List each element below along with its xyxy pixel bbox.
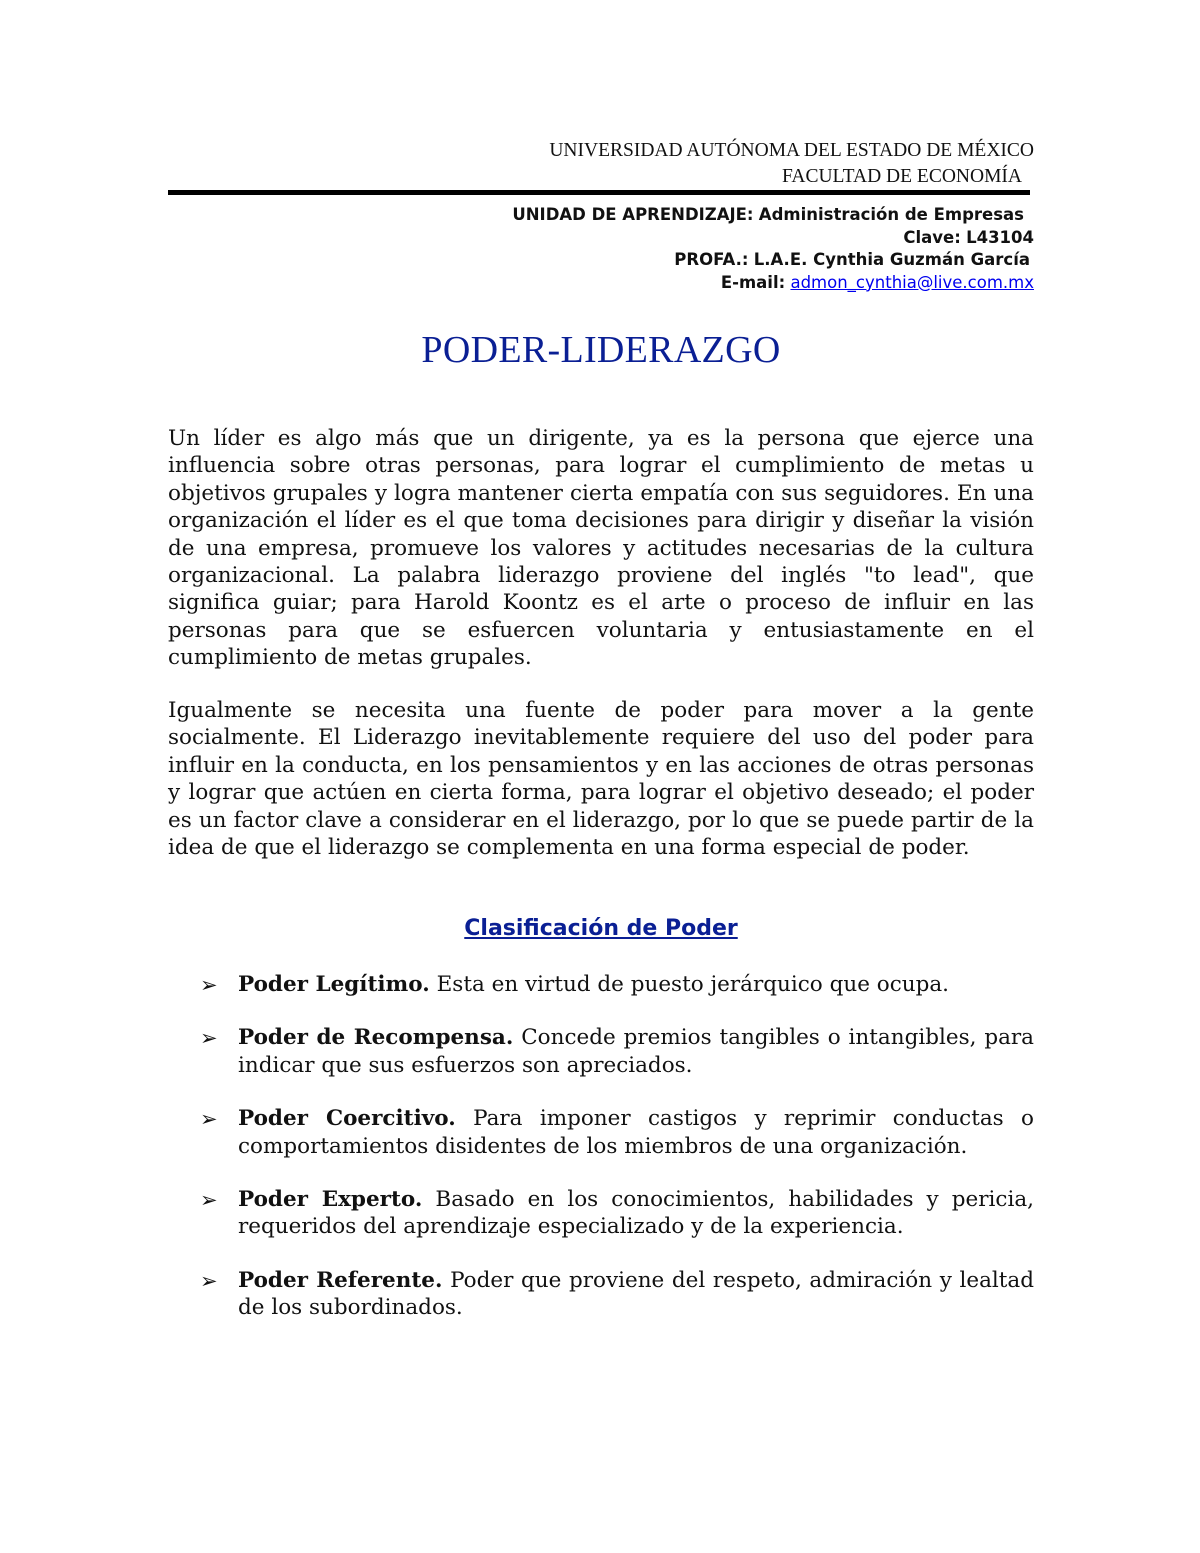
list-item-reward [200,1024,1034,1079]
list-item-referent [200,1267,1034,1322]
university-name: UNIVERSIDAD AUTÓNOMA DEL ESTADO DE MÉXICO [549,140,1034,161]
power-term: Poder Referente. [238,1267,443,1293]
arrowhead-bullet-icon: ➢ [200,1107,218,1132]
faculty-name: FACULTAD DE ECONOMÍA [781,166,1022,187]
document-header [168,138,1034,190]
arrowhead-bullet-icon: ➢ [200,973,218,997]
professor-value: L.A.E. Cynthia Guzmán García [753,250,1030,269]
key-value: L43104 [966,227,1034,247]
header-divider [168,190,1030,195]
email-label: E-mail: [720,272,786,292]
power-description: Poder que proviene del respeto, admiración y lealtad de los subordinados. [238,1267,1034,1321]
power-description: Para imponer castigos y reprimir conductas o comportamientos disidentes de los miembros de una organización. [238,1106,1034,1159]
unit-line [168,204,1034,227]
email-link[interactable]: admon_cynthia@live.com.mx [790,272,1034,292]
paragraph-leadership: Un líder es algo más que un dirigente, ya es la persona que ejerce una influencia sobre otras personas, para lograr el cumplimiento de metas u objetivos grupales y logra mantener cierta empatía con sus seguidores. En una organización el líder es el que toma decisiones para dirigir y diseñar la visión de una empresa, promueve los valores y actitudes necesarias de la cultura organizacional. La palabra liderazgo proviene del inglés "to lead", que significa guiar; para Harold Koontz es el arte o proceso de influir en las personas para que se esfuercen voluntaria y entusiastamente en el cumplimiento de metas grupales. [168,426,1034,671]
document-title: PODER-LIDERAZGO [421,329,781,371]
power-term: Poder Coercitivo. [238,1106,456,1132]
list-item-legitimate [200,971,1034,998]
unit-label: UNIDAD DE APRENDIZAJE: [512,205,754,224]
unit-value: Administración de Empresas [758,205,1024,224]
arrowhead-bullet-icon: ➢ [200,1268,218,1293]
paragraph-power: Igualmente se necesita una fuente de poder para mover a la gente socialmente. El Liderazgo inevitablemente requiere del uso del poder para influir en la conducta, en los pensamientos y en las acciones de otras personas y lograr que actúen en cierta forma, para lograr el objetivo deseado; el poder es un factor clave a considerar en el liderazgo, por lo que se puede partir de la idea de que el liderazgo se complementa en una forma especial de poder. [168,698,1034,861]
arrowhead-bullet-icon: ➢ [200,1026,218,1051]
list-item-coercive [200,1105,1034,1160]
power-description: Concede premios tangibles o intangibles, para indicar que sus esfuerzos son apreciados. [238,1025,1034,1078]
key-label: Clave: [903,227,961,247]
section-heading-classification: Clasificación de Poder [464,916,738,941]
power-classification-list [200,971,1034,1348]
power-term: Poder de Recompensa. [238,1025,514,1051]
arrowhead-bullet-icon: ➢ [200,1188,218,1213]
course-info [168,204,1034,294]
list-item-expert [200,1186,1034,1241]
email-line [168,272,1034,295]
power-description: Basado en los conocimientos, habilidades y pericia, requeridos del aprendizaje especializado y de la experiencia. [238,1187,1034,1240]
power-description: Esta en virtud de puesto jerárquico que ocupa. [436,972,949,997]
professor-label: PROFA.: [674,250,749,269]
power-term: Poder Experto. [238,1187,423,1213]
professor-line [168,249,1034,272]
key-line [168,227,1034,250]
power-term: Poder Legítimo. [238,972,430,997]
